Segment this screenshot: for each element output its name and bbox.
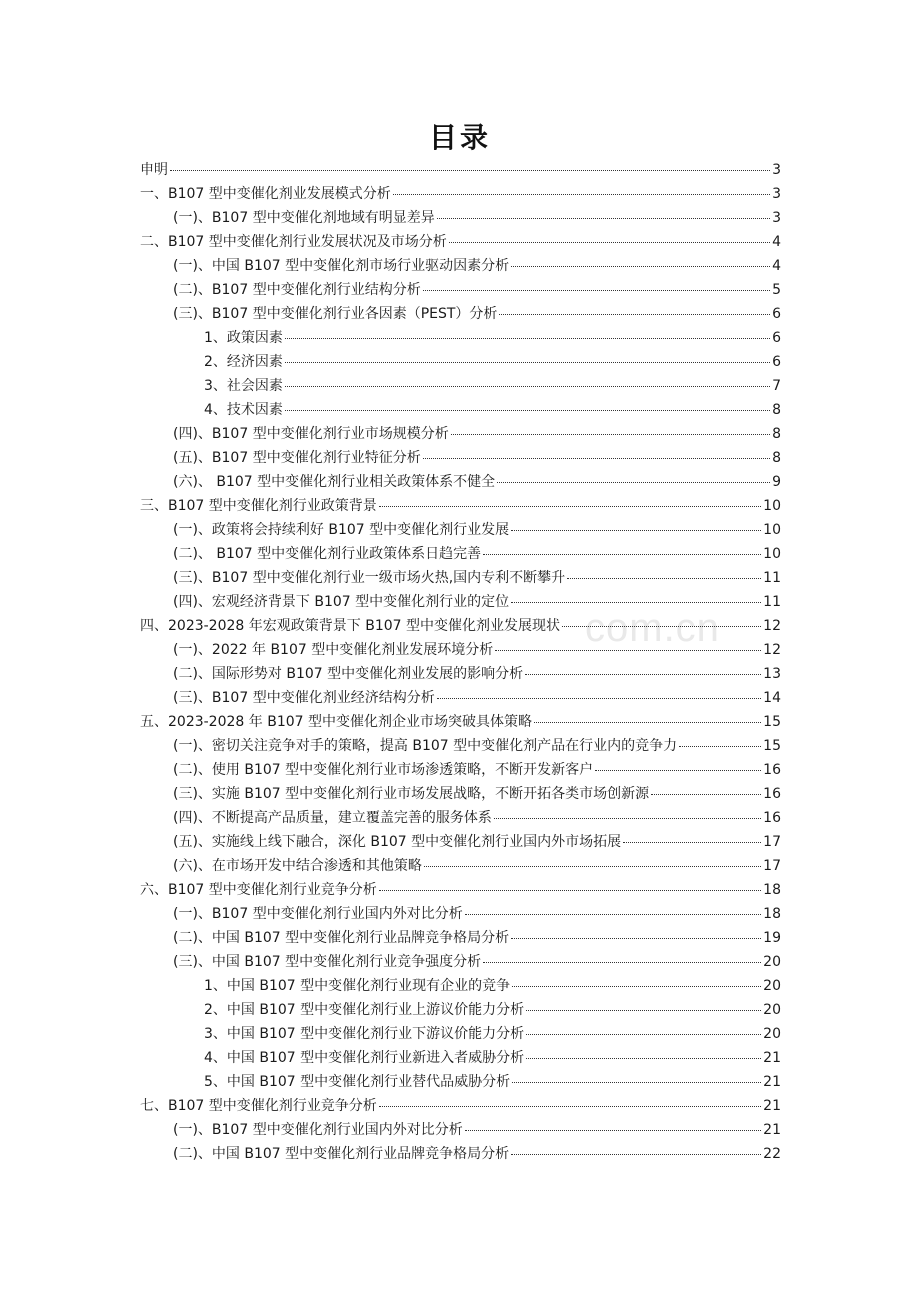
toc-entry-label: 一、B107 型中变催化剂业发展模式分析 [140, 186, 391, 202]
toc-entry-page: 3 [772, 162, 781, 178]
toc-entry[interactable] [140, 1094, 781, 1118]
toc-entry-label: 3、社会因素 [204, 378, 283, 394]
toc-entry-label: (三)、B107 型中变催化剂行业一级市场火热,国内专利不断攀升 [173, 570, 566, 586]
toc-entry[interactable] [140, 758, 781, 782]
dot-leader [534, 722, 761, 723]
toc-entry-label: (三)、B107 型中变催化剂行业各因素（PEST）分析 [173, 306, 498, 322]
toc-entry-label: (一)、密切关注竞争对手的策略，提高 B107 型中变催化剂产品在行业内的竞争力 [173, 738, 678, 754]
watermark: com.cn [585, 606, 720, 650]
dot-leader [483, 962, 761, 963]
toc-entry-page: 18 [763, 882, 781, 898]
dot-leader [285, 386, 770, 387]
page-title: 目录 [428, 121, 491, 154]
toc-entry-label: (一)、B107 型中变催化剂行业国内外对比分析 [173, 906, 463, 922]
toc-entry-page: 11 [763, 594, 781, 610]
toc-entry-label: 4、中国 B107 型中变催化剂行业新进入者威胁分析 [204, 1050, 525, 1066]
toc-entry-page: 6 [772, 306, 781, 322]
toc-entry-label: (六)、在市场开发中结合渗透和其他策略 [173, 858, 422, 874]
toc-entry-page: 21 [763, 1122, 781, 1138]
toc-entry[interactable] [140, 1070, 781, 1094]
dot-leader [499, 314, 770, 315]
dot-leader [526, 1058, 761, 1059]
dot-leader [285, 410, 770, 411]
dot-leader [623, 842, 761, 843]
toc-entry[interactable] [140, 974, 781, 998]
toc-entry-label: 三、B107 型中变催化剂行业政策背景 [140, 498, 377, 514]
toc-entry-label: 2、中国 B107 型中变催化剂行业上游议价能力分析 [204, 1002, 525, 1018]
dot-leader [285, 338, 770, 339]
dot-leader [595, 770, 761, 771]
toc-entry[interactable] [140, 878, 781, 902]
toc-entry-page: 8 [772, 402, 781, 418]
toc-entry-label: (一)、B107 型中变催化剂地域有明显差异 [173, 210, 435, 226]
toc-entry[interactable] [140, 206, 781, 230]
toc-entry-label: (三)、中国 B107 型中变催化剂行业竞争强度分析 [173, 954, 482, 970]
toc-entry-page: 4 [772, 258, 781, 274]
toc-entry-label: (三)、实施 B107 型中变催化剂行业市场发展战略，不断开拓各类市场创新源 [173, 786, 650, 802]
toc-entry[interactable] [140, 1022, 781, 1046]
toc-entry[interactable] [140, 302, 781, 326]
toc-entry-label: 2、经济因素 [204, 354, 283, 370]
toc-entry[interactable] [140, 182, 781, 206]
dot-leader [451, 434, 770, 435]
toc-entry-page: 12 [763, 642, 781, 658]
toc-entry-page: 22 [763, 1146, 781, 1162]
toc-entry-page: 4 [772, 234, 781, 250]
dot-leader [483, 554, 761, 555]
toc-entry[interactable] [140, 542, 781, 566]
toc-entry-page: 13 [763, 666, 781, 682]
toc-entry-label: 1、中国 B107 型中变催化剂行业现有企业的竞争 [204, 978, 511, 994]
toc-entry-page: 20 [763, 1002, 781, 1018]
dot-leader [423, 458, 770, 459]
toc-entry-page: 15 [763, 738, 781, 754]
toc-entry-label: (五)、实施线上线下融合，深化 B107 型中变催化剂行业国内外市场拓展 [173, 834, 622, 850]
toc-entry[interactable] [140, 806, 781, 830]
toc-entry[interactable] [140, 614, 781, 638]
dot-leader [562, 626, 761, 627]
toc-entry-label: 二、B107 型中变催化剂行业发展状况及市场分析 [140, 234, 447, 250]
toc-entry[interactable] [140, 566, 781, 590]
toc-entry-label: 五、2023-2028 年 B107 型中变催化剂企业市场突破具体策略 [140, 714, 532, 730]
toc-entry[interactable] [140, 734, 781, 758]
toc-entry-page: 7 [772, 378, 781, 394]
toc-entry[interactable] [140, 446, 781, 470]
toc-entry-label: 四、2023-2028 年宏观政策背景下 B107 型中变催化剂业发展现状 [140, 618, 560, 634]
dot-leader [511, 1154, 761, 1155]
toc-entry-label: 1、政策因素 [204, 330, 283, 346]
dot-leader [679, 746, 761, 747]
toc-entry-label: (四)、宏观经济背景下 B107 型中变催化剂行业的定位 [173, 594, 510, 610]
toc-entry-label: (一)、政策将会持续利好 B107 型中变催化剂行业发展 [173, 522, 510, 538]
dot-leader [379, 1106, 761, 1107]
toc-entry[interactable] [140, 950, 781, 974]
dot-leader [285, 362, 770, 363]
toc-entry[interactable] [140, 254, 781, 278]
toc-entry-label: 4、技术因素 [204, 402, 283, 418]
dot-leader [495, 650, 761, 651]
toc-entry-label: (四)、不断提高产品质量，建立覆盖完善的服务体系 [173, 810, 492, 826]
toc-entry-page: 3 [772, 186, 781, 202]
toc-entry[interactable] [140, 374, 781, 398]
toc-entry[interactable] [140, 1046, 781, 1070]
dot-leader [437, 698, 761, 699]
toc-entry-label: (一)、中国 B107 型中变催化剂市场行业驱动因素分析 [173, 258, 510, 274]
dot-leader [465, 914, 761, 915]
dot-leader [511, 266, 770, 267]
toc-entry-label: (四)、B107 型中变催化剂行业市场规模分析 [173, 426, 449, 442]
toc-entry-page: 8 [772, 450, 781, 466]
table-of-contents [140, 158, 781, 1166]
toc-entry-page: 8 [772, 426, 781, 442]
toc-entry[interactable] [140, 278, 781, 302]
toc-entry[interactable] [140, 686, 781, 710]
toc-entry-page: 5 [772, 282, 781, 298]
toc-entry-label: (二)、中国 B107 型中变催化剂行业品牌竞争格局分析 [173, 930, 510, 946]
toc-entry-page: 21 [763, 1098, 781, 1114]
toc-entry-page: 18 [763, 906, 781, 922]
toc-entry-page: 16 [763, 786, 781, 802]
toc-entry-page: 20 [763, 954, 781, 970]
dot-leader [651, 794, 761, 795]
toc-entry[interactable] [140, 518, 781, 542]
toc-entry-label: (二)、中国 B107 型中变催化剂行业品牌竞争格局分析 [173, 1146, 510, 1162]
toc-entry-page: 6 [772, 330, 781, 346]
toc-entry-label: 六、B107 型中变催化剂行业竞争分析 [140, 882, 377, 898]
dot-leader [379, 890, 761, 891]
dot-leader [170, 170, 770, 171]
toc-entry-label: (三)、B107 型中变催化剂业经济结构分析 [173, 690, 435, 706]
toc-entry[interactable] [140, 350, 781, 374]
toc-entry-label: (六)、 B107 型中变催化剂行业相关政策体系不健全 [173, 474, 496, 490]
toc-entry-label: (二)、使用 B107 型中变催化剂行业市场渗透策略，不断开发新客户 [173, 762, 594, 778]
toc-entry-label: (二)、 B107 型中变催化剂行业政策体系日趋完善 [173, 546, 482, 562]
toc-entry-page: 10 [763, 522, 781, 538]
toc-entry-page: 16 [763, 762, 781, 778]
toc-entry[interactable] [140, 590, 781, 614]
toc-entry-page: 12 [763, 618, 781, 634]
dot-leader [465, 1130, 761, 1131]
dot-leader [526, 1034, 761, 1035]
toc-entry[interactable] [140, 854, 781, 878]
toc-entry-label: 申明 [140, 162, 168, 178]
toc-entry[interactable] [140, 1142, 781, 1166]
toc-entry[interactable] [140, 230, 781, 254]
dot-leader [393, 194, 770, 195]
toc-entry[interactable] [140, 782, 781, 806]
toc-entry[interactable] [140, 998, 781, 1022]
dot-leader [526, 1010, 761, 1011]
toc-entry[interactable] [140, 830, 781, 854]
toc-entry[interactable] [140, 710, 781, 734]
dot-leader [512, 986, 761, 987]
toc-entry-label: (一)、2022 年 B107 型中变催化剂业发展环境分析 [173, 642, 494, 658]
toc-entry-page: 3 [772, 210, 781, 226]
toc-entry[interactable] [140, 158, 781, 182]
dot-leader [423, 290, 770, 291]
dot-leader [511, 530, 761, 531]
toc-entry-page: 10 [763, 546, 781, 562]
toc-entry[interactable] [140, 398, 781, 422]
toc-entry-page: 6 [772, 354, 781, 370]
toc-entry[interactable] [140, 422, 781, 446]
toc-entry[interactable] [140, 326, 781, 350]
dot-leader [437, 218, 770, 219]
toc-entry-page: 11 [763, 570, 781, 586]
toc-entry-label: (一)、B107 型中变催化剂行业国内外对比分析 [173, 1122, 463, 1138]
dot-leader [497, 482, 770, 483]
toc-entry-page: 16 [763, 810, 781, 826]
toc-entry-page: 21 [763, 1050, 781, 1066]
toc-entry[interactable] [140, 902, 781, 926]
toc-entry-page: 10 [763, 498, 781, 514]
dot-leader [424, 866, 761, 867]
toc-entry-page: 9 [772, 474, 781, 490]
toc-entry-page: 17 [763, 858, 781, 874]
toc-entry[interactable] [140, 638, 781, 662]
dot-leader [512, 1082, 761, 1083]
toc-entry-label: 3、中国 B107 型中变催化剂行业下游议价能力分析 [204, 1026, 525, 1042]
toc-entry-label: (二)、国际形势对 B107 型中变催化剂业发展的影响分析 [173, 666, 524, 682]
toc-entry[interactable] [140, 1118, 781, 1142]
toc-entry-page: 14 [763, 690, 781, 706]
dot-leader [511, 602, 761, 603]
dot-leader [494, 818, 761, 819]
toc-entry-page: 17 [763, 834, 781, 850]
toc-entry-page: 15 [763, 714, 781, 730]
toc-entry-label: (五)、B107 型中变催化剂行业特征分析 [173, 450, 421, 466]
toc-entry[interactable] [140, 470, 781, 494]
toc-entry-label: (二)、B107 型中变催化剂行业结构分析 [173, 282, 421, 298]
toc-entry-page: 19 [763, 930, 781, 946]
toc-entry-page: 20 [763, 978, 781, 994]
dot-leader [525, 674, 761, 675]
toc-entry-page: 21 [763, 1074, 781, 1090]
toc-entry-page: 20 [763, 1026, 781, 1042]
toc-entry[interactable] [140, 494, 781, 518]
toc-entry[interactable] [140, 926, 781, 950]
toc-entry[interactable] [140, 662, 781, 686]
toc-entry-label: 七、B107 型中变催化剂行业竞争分析 [140, 1098, 377, 1114]
dot-leader [449, 242, 770, 243]
toc-entry-label: 5、中国 B107 型中变催化剂行业替代品威胁分析 [204, 1074, 511, 1090]
dot-leader [567, 578, 761, 579]
dot-leader [379, 506, 761, 507]
dot-leader [511, 938, 761, 939]
